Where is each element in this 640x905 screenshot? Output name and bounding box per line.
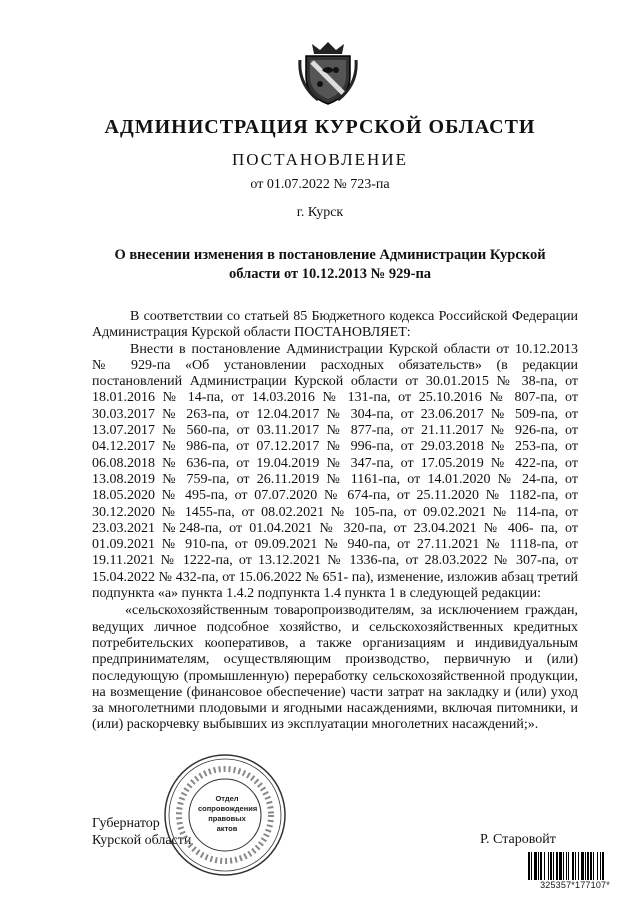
stamp-line3: правовых	[208, 814, 246, 823]
document-heading: О внесении изменения в постановление Администрации Курской области от 10.12.2013 № 929-па	[114, 247, 546, 282]
barcode-bar	[563, 852, 564, 880]
document-type: ПОСТАНОВЛЕНИЕ	[231, 150, 408, 169]
stamp-line4: актов	[216, 824, 238, 833]
barcode-bar	[572, 852, 574, 880]
barcode-bar	[548, 852, 549, 880]
barcode-bar	[553, 852, 554, 880]
barcode-number: 325357*177107*	[540, 880, 610, 890]
barcode	[528, 852, 622, 880]
barcode-bar	[550, 852, 552, 880]
barcode-bar	[602, 852, 604, 880]
barcode-bar	[568, 852, 569, 880]
barcode-bar	[566, 852, 567, 880]
coat-of-arms-emblem	[298, 40, 358, 106]
signatory-title-line1: Губернатор	[92, 816, 160, 831]
barcode-bar	[556, 852, 558, 880]
barcode-bar	[578, 852, 579, 880]
signatory-name: Р. Старовойт	[480, 832, 556, 847]
barcode-bar	[587, 852, 589, 880]
document-body	[92, 309, 578, 734]
barcode-bar	[528, 852, 530, 880]
signatory-title-line2: Курской области	[92, 833, 192, 848]
barcode-bar	[600, 852, 601, 880]
barcode-bar	[531, 852, 532, 880]
barcode-bar	[544, 852, 545, 880]
preamble-paragraph: В соответствии со статьей 85 Бюджетного кодекса Российской Федерации Администрация Курской области ПОСТАНОВЛЯЕТ:	[92, 309, 578, 341]
stamp-line2: сопровождения	[198, 804, 258, 813]
barcode-bar	[540, 852, 542, 880]
official-stamp	[162, 752, 288, 878]
document-date-number: от 01.07.2022 № 723-па	[250, 177, 390, 192]
stamp-line1: Отдел	[215, 794, 239, 803]
barcode-bar	[538, 852, 539, 880]
organization-title: АДМИНИСТРАЦИЯ КУРСКОЙ ОБЛАСТИ	[104, 116, 536, 138]
barcode-bar	[581, 852, 584, 880]
barcode-bar	[593, 852, 594, 880]
barcode-bar	[534, 852, 537, 880]
barcode-bar	[559, 852, 562, 880]
document-city: г. Курск	[296, 205, 344, 220]
main-paragraph: Внести в постановление Администрации Курской области от 10.12.2013 № 929-па «Об установлении расходных обязательств» (в редакции постановлений Администрации Курской области от 30.01.2015 № 38-па, от 18.01.2016 № 14-па, от 14.03.2016 № 131-па, от 25.10.2016 № 807-па, от 30.03.2017 № 263-па, от 12.04.2017 № 304-па, от 23.06.2017 № 509-па, от 13.07.2017 № 560-па, от 03.11.2017 № 877-па, от 21.11.2017 № 926-па, от 04.12.2017 № 986-па, от 07.12.2017 № 996-па, от 29.03.2018 № 253-па, от 06.08.2018 № 636-па, от 19.04.2019 № 347-па, от 17.05.2019 № 422-па, от 13.08.2019 № 759-па, от 26.11.2019 № 1161-па, от 14.01.2020 № 24-па, от 18.05.2020 № 495-па, от 07.07.2020 № 674-па, от 25.11.2020 № 1182-па, от 30.12.2020 № 1455-па, от 08.02.2021 № 105-па, от 09.02.2021 № 114-па, от 23.03.2021 №248-па, от 01.04.2021 № 320-па, от 23.04.2021 № 406- па, от 01.09.2021 № 910-па, от 09.09.2021 № 940-па, от 27.11.2021 № 1118-па, от 19.11.2021 № 1222-па, от 13.12.2021 № 1336-па, от 28.03.2022 № 307-па, от 15.04.2022 № 432-па, от 15.06.2022 № 651- па), изменение, изложив абзац третий подпункта «а» пункта 1.4.2 подпункта 1.4 пункта 1 в следующей редакции:	[92, 341, 578, 602]
barcode-bar	[585, 852, 586, 880]
barcode-bar	[575, 852, 576, 880]
barcode-bar	[597, 852, 598, 880]
stamp-text	[198, 794, 256, 834]
barcode-bar	[590, 852, 592, 880]
quoted-paragraph: «сельскохозяйственным товаропроизводителям, за исключением граждан, ведущих личное подсобное хозяйство, и сельскохозяйственных кредитных потребительских кооперативов, а также организациям и индивидуальным предпринимателям, осуществляющим производство, первичную и (или) последующую (промышленную) переработку сельскохозяйственной продукции, на возмещение (финансовое обеспечение) части затрат на закладку и (или) уход за многолетними плодовыми и ягодными насаждениями, включая питомники, и (или) раскорчевку выбывших из эксплуатации многолетних насаждений;».	[92, 603, 578, 733]
